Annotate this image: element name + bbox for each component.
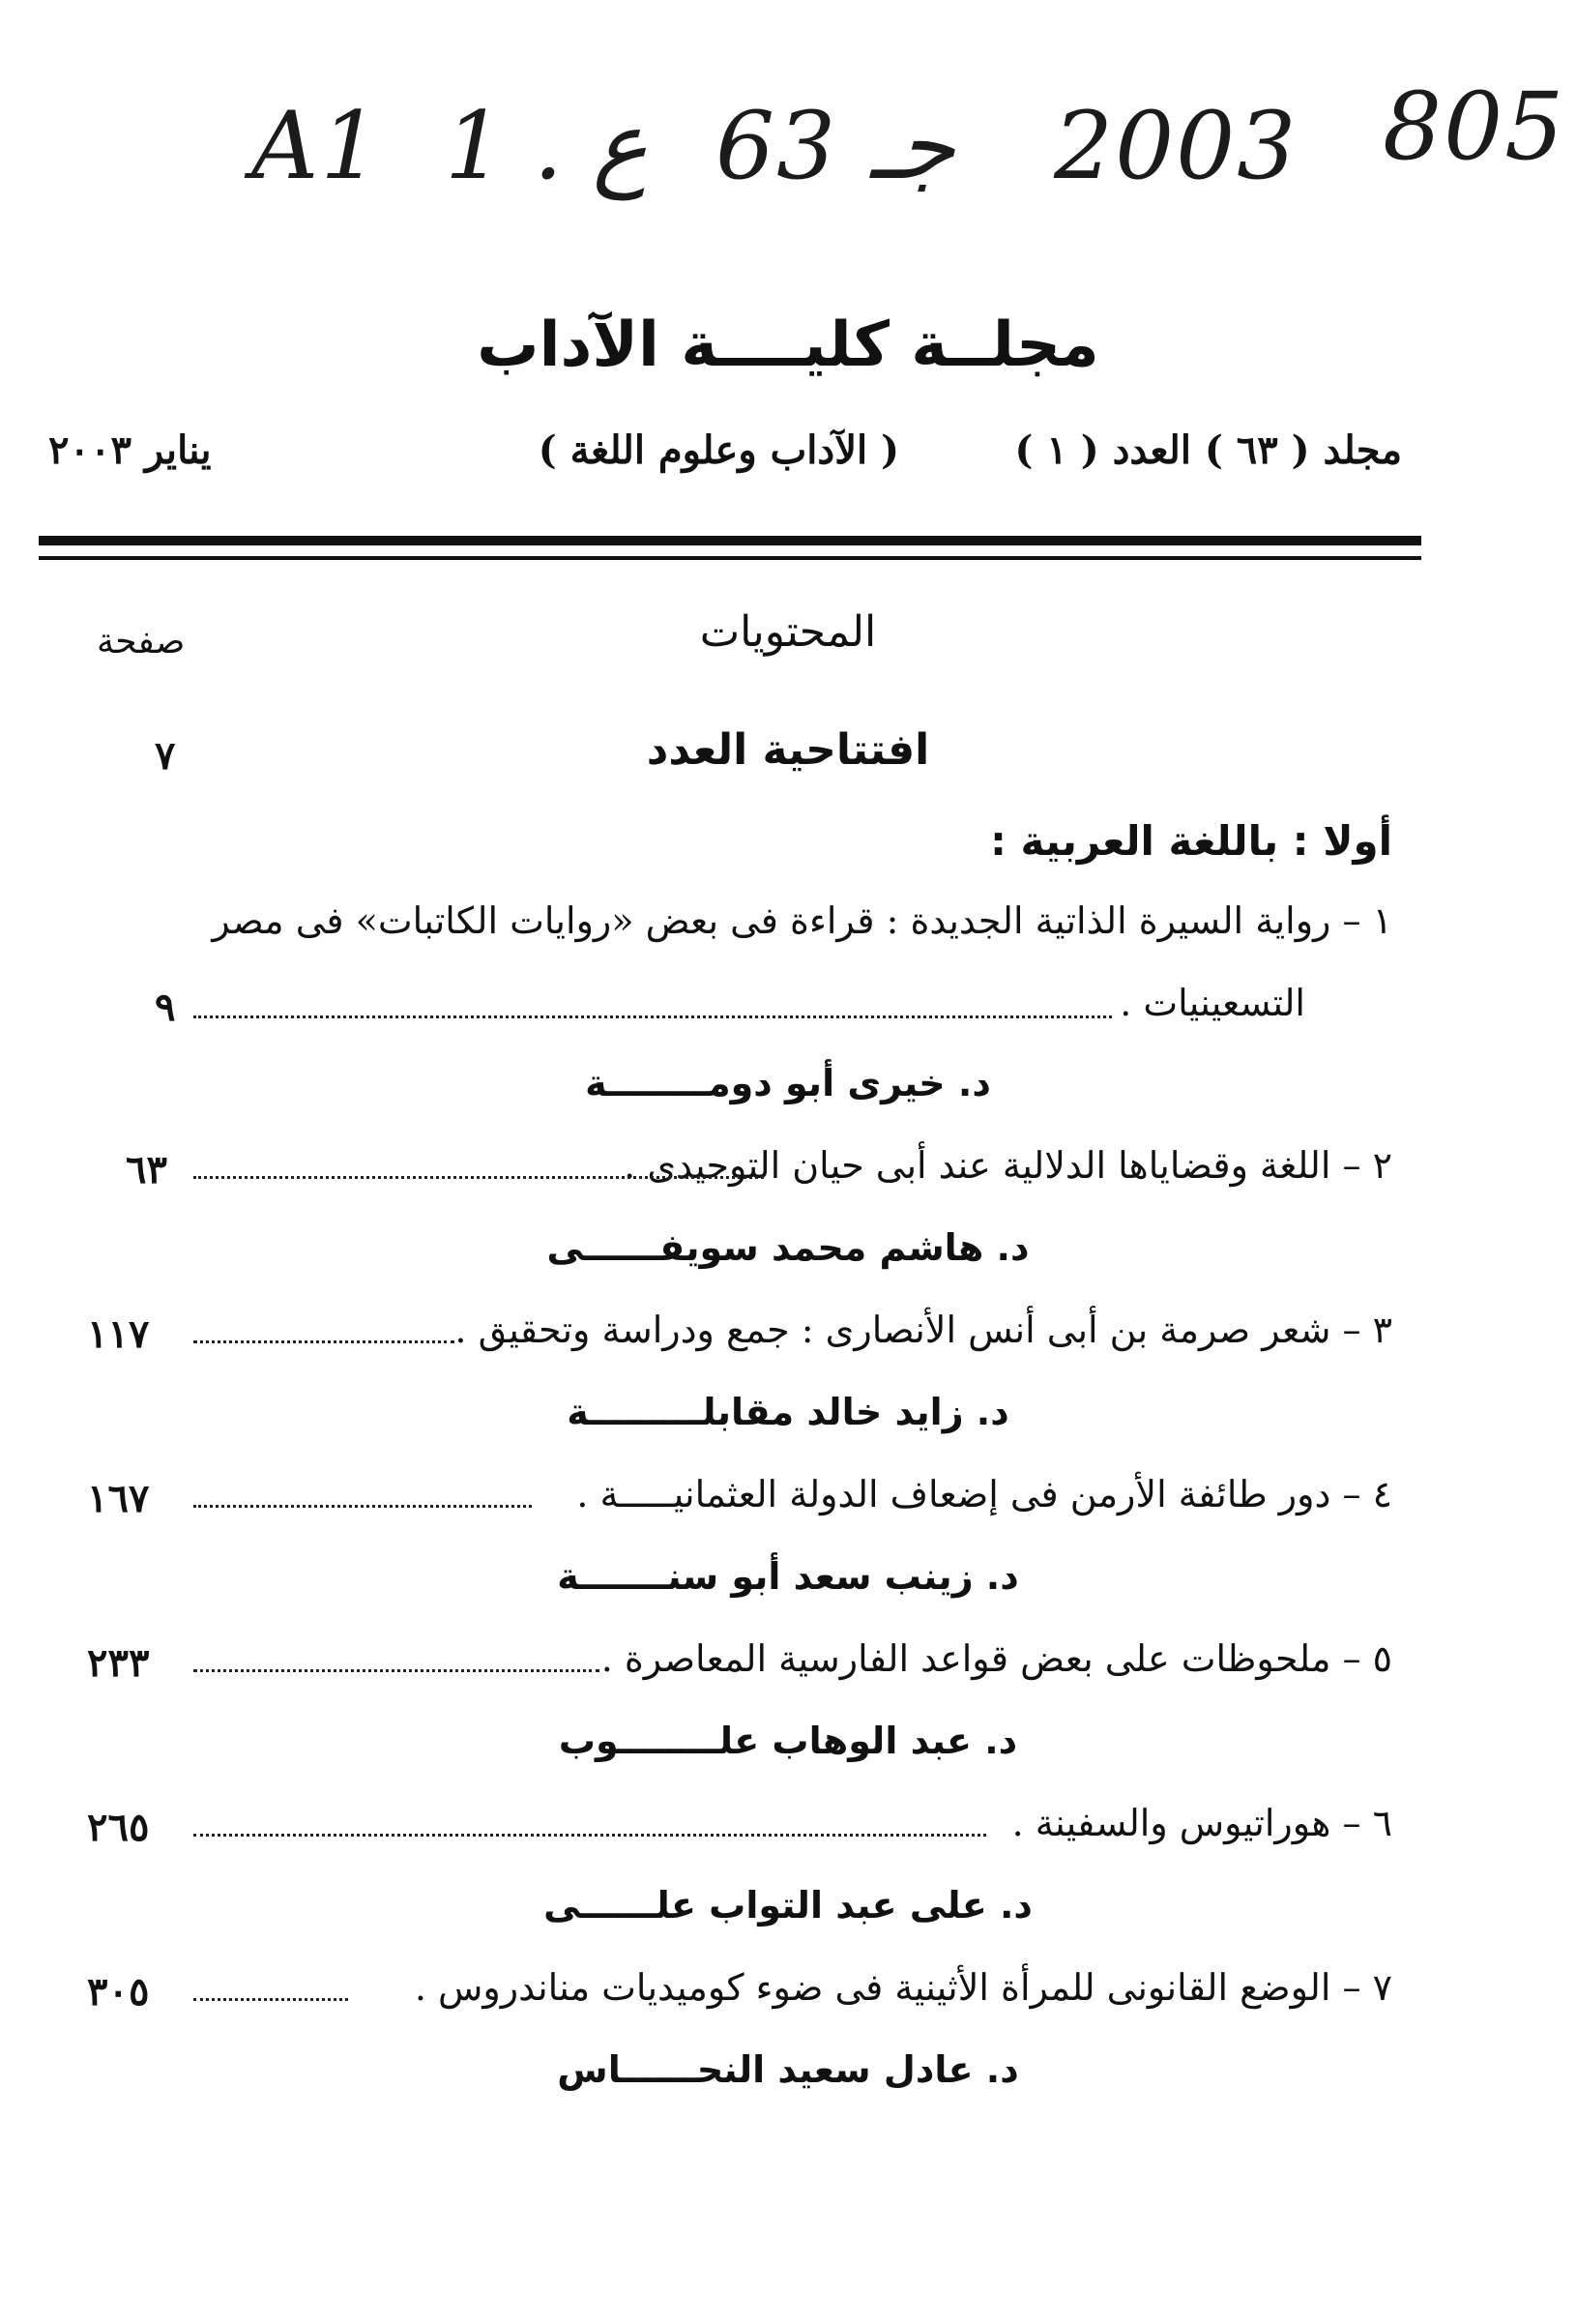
journal-title: مجلــة كليــــة الآداب	[477, 309, 1099, 381]
entry-title-continued: التسعينيات .	[1120, 982, 1305, 1024]
entry-author: د. على عبد التواب علــــــى	[543, 1884, 1033, 1927]
header-rule-thin	[39, 556, 1421, 560]
editorial-page-number: ٧	[155, 733, 176, 779]
entry-author: د. عبد الوهاب علــــــــوب	[558, 1720, 1018, 1762]
entry-author: د. هاشم محمد سويفــــــى	[546, 1226, 1030, 1269]
entry-title: ١ – رواية السيرة الذاتية الجديدة : قراءة فى بعض «روايات الكاتبات» فى مصر	[212, 899, 1392, 942]
entry-title: ٢ – اللغة وقضاياها الدلالية عند أبى حيان التوحيدى .	[624, 1144, 1392, 1187]
volume-issue: مجلد ( ٦٣ ) العدد ( ١ )	[1014, 427, 1402, 473]
entry-author: د. عادل سعيد النحــــــاس	[557, 2048, 1019, 2091]
leader-dots	[193, 1176, 764, 1179]
handwritten-mark: 2003	[1054, 92, 1299, 200]
entry-page-number: ٩	[155, 985, 176, 1030]
entry-author: د. خيرى أبو دومــــــــة	[585, 1062, 991, 1104]
editorial-title: افتتاحية العدد	[646, 725, 930, 775]
entry-page-number: ١٦٧	[87, 1476, 150, 1521]
entry-page-number: ٢٦٥	[87, 1805, 150, 1850]
handwritten-mark: 1 . ع	[445, 92, 648, 200]
handwritten-mark: 63	[715, 92, 838, 200]
leader-dots	[193, 1998, 348, 2001]
section-heading: أولا : باللغة العربية :	[990, 817, 1392, 865]
entry-title: ٧ – الوضع القانونى للمرأة الأثينية فى ضوء كوميديات مناندروس .	[414, 1966, 1392, 2009]
entry-page-number: ٣٠٥	[87, 1969, 150, 2015]
entry-title: ٥ – ملحوظات على بعض قواعد الفارسية المعاصرة .	[600, 1637, 1392, 1680]
leader-dots	[193, 1834, 986, 1837]
series-name: ( الآداب وعلوم اللغة )	[538, 427, 899, 473]
header-rule-thick	[39, 536, 1421, 545]
entry-author: د. زينب سعد أبو سنـــــــة	[557, 1555, 1019, 1598]
entry-page-number: ٢٣٣	[87, 1640, 150, 1686]
entry-title: ٤ – دور طائفة الأرمن فى إضعاف الدولة العثمانيـــــة .	[576, 1473, 1392, 1515]
entry-title: ٣ – شعر صرمة بن أبى أنس الأنصارى : جمع ودراسة وتحقيق .	[454, 1309, 1392, 1351]
handwritten-mark: جـ	[870, 92, 955, 200]
entry-author: د. زايد خالد مقابلـــــــــة	[567, 1391, 1009, 1433]
page-column-label: صفحة	[97, 622, 186, 662]
handwritten-mark: 805	[1383, 73, 1566, 181]
leader-dots	[193, 1015, 1112, 1018]
entry-page-number: ٦٣	[126, 1147, 167, 1192]
leader-dots	[193, 1505, 532, 1508]
leader-dots	[193, 1340, 454, 1343]
handwritten-catalog-marks	[251, 73, 1566, 208]
issue-date: يناير ٢٠٠٣	[48, 427, 212, 473]
entry-title: ٦ – هوراتيوس والسفينة .	[1011, 1802, 1392, 1844]
entry-page-number: ١١٧	[87, 1311, 150, 1357]
contents-heading: المحتويات	[699, 607, 877, 657]
handwritten-mark: A1	[251, 92, 382, 200]
leader-dots	[193, 1669, 599, 1672]
